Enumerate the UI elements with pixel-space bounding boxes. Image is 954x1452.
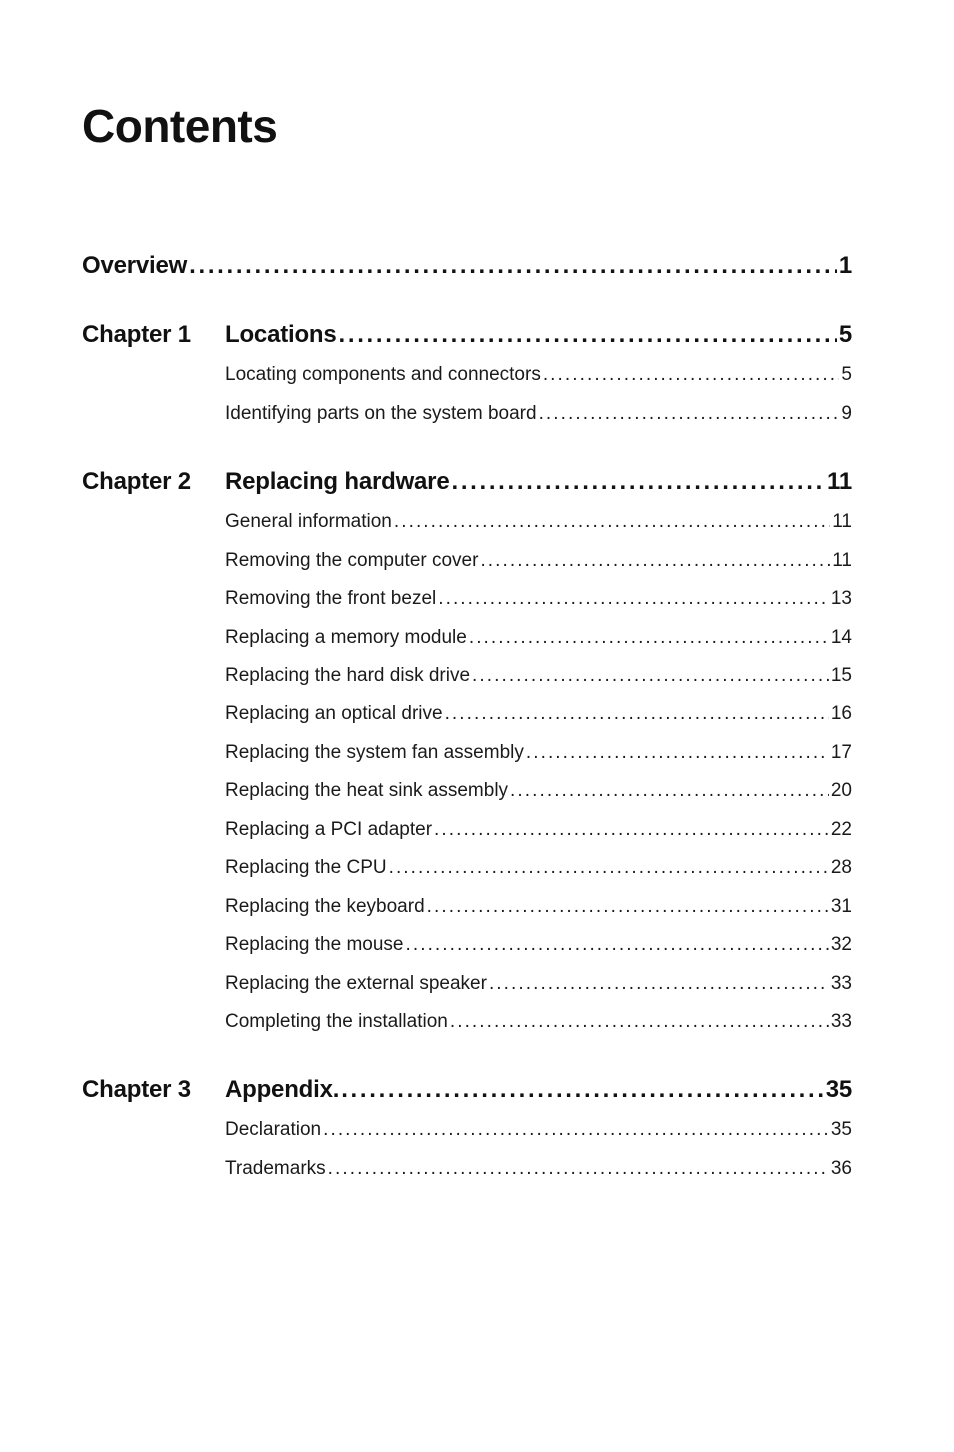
toc-page-number: 35	[830, 1119, 852, 1140]
toc-entry-section[interactable]	[225, 932, 852, 958]
toc-page-number: 11	[832, 550, 852, 571]
toc-page-number: 35	[825, 1076, 852, 1103]
toc-entry-label: Replacing the system fan assembly	[225, 742, 524, 763]
toc-page-number: 22	[830, 819, 852, 840]
toc-entry-label: Replacing the keyboard	[225, 896, 425, 917]
toc-page-number: 13	[830, 588, 852, 609]
dot-leader	[389, 855, 829, 881]
toc-page-number: 5	[841, 364, 852, 385]
toc-entry-label: Replacing the CPU	[225, 857, 387, 878]
dot-leader	[469, 625, 829, 651]
toc-entry-label: Trademarks	[225, 1158, 326, 1179]
toc-page-number: 20	[830, 780, 852, 801]
dot-leader	[472, 663, 829, 689]
toc-entry-section[interactable]	[225, 740, 852, 766]
toc-entry-label: Overview	[82, 252, 188, 279]
dot-leader	[323, 1117, 829, 1143]
dot-leader	[189, 249, 837, 283]
dot-leader	[394, 509, 830, 535]
toc-entry-label: Locating components and connectors	[225, 364, 541, 385]
toc-entry-label: Replacing hardware	[225, 468, 450, 495]
toc-entry-label: Replacing the mouse	[225, 934, 404, 955]
toc-entry-label: Locations	[225, 321, 337, 348]
dot-leader	[543, 362, 840, 388]
toc-page-number: 5	[838, 321, 852, 348]
dot-leader	[406, 932, 829, 958]
toc-entry-chapter[interactable]	[225, 465, 852, 499]
toc-page-number: 32	[830, 934, 852, 955]
toc-entry-label: Replacing the hard disk drive	[225, 665, 471, 686]
toc-page-number: 17	[830, 742, 852, 763]
toc-entry-section[interactable]	[225, 586, 852, 612]
page-title: Contents	[82, 100, 278, 152]
dot-leader	[339, 318, 837, 352]
toc-page-number: 36	[830, 1158, 852, 1179]
toc-entry-overview[interactable]	[82, 249, 852, 283]
toc-entry-section[interactable]	[225, 894, 852, 920]
toc-entry-section[interactable]	[225, 1117, 852, 1143]
dot-leader	[438, 586, 829, 612]
toc-entry-label: Declaration	[225, 1119, 322, 1140]
toc-page-number: 11	[832, 511, 852, 532]
toc-entry-section[interactable]	[225, 663, 852, 689]
dot-leader	[539, 401, 840, 427]
dot-leader	[434, 817, 829, 843]
toc-page-number: 33	[830, 973, 852, 994]
toc-entry-section[interactable]	[225, 1009, 852, 1035]
dot-leader	[450, 1009, 829, 1035]
toc-entry-chapter[interactable]	[225, 318, 852, 352]
dot-leader	[510, 778, 829, 804]
toc-page-number: 15	[830, 665, 852, 686]
toc-entry-label: Appendix.	[225, 1076, 340, 1103]
chapter-label: Chapter 2	[82, 468, 191, 495]
toc-entry-label: Completing the installation	[225, 1011, 448, 1032]
chapter-label: Chapter 3	[82, 1076, 191, 1103]
toc-entry-chapter[interactable]	[225, 1073, 852, 1107]
dot-leader	[445, 701, 829, 727]
dot-leader	[489, 971, 829, 997]
toc-entry-section[interactable]	[225, 855, 852, 881]
toc-entry-section[interactable]	[225, 401, 852, 427]
toc-entry-section[interactable]	[225, 971, 852, 997]
toc-entry-section[interactable]	[225, 625, 852, 651]
toc-entry-label: General information	[225, 511, 392, 532]
toc-page-number: 1	[838, 252, 852, 279]
toc-page-number: 31	[830, 896, 852, 917]
toc-entry-label: Replacing a PCI adapter	[225, 819, 433, 840]
toc-entry-label: Removing the computer cover	[225, 550, 479, 571]
toc-page-number: 9	[841, 403, 852, 424]
dot-leader	[526, 740, 829, 766]
toc-entry-label: Replacing a memory module	[225, 627, 467, 648]
toc-entry-section[interactable]	[225, 701, 852, 727]
toc-entry-section[interactable]	[225, 362, 852, 388]
chapter-label: Chapter 1	[82, 321, 191, 348]
toc-entry-section[interactable]	[225, 778, 852, 804]
toc-entry-section[interactable]	[225, 509, 852, 535]
dot-leader	[341, 1073, 823, 1107]
toc-page-number: 33	[830, 1011, 852, 1032]
toc-entry-section[interactable]	[225, 817, 852, 843]
toc-entry-label: Removing the front bezel	[225, 588, 437, 609]
toc-page-number: 14	[830, 627, 852, 648]
toc-entry-label: Replacing an optical drive	[225, 703, 443, 724]
dot-leader	[328, 1156, 829, 1182]
toc-entry-label: Replacing the external speaker	[225, 973, 487, 994]
toc-entry-section[interactable]	[225, 548, 852, 574]
toc-entry-label: Identifying parts on the system board	[225, 403, 537, 424]
toc-entry-label: Replacing the heat sink assembly	[225, 780, 509, 801]
toc-page-number: 28	[830, 857, 852, 878]
toc-page-number: 11	[827, 468, 852, 495]
dot-leader	[427, 894, 829, 920]
dot-leader	[480, 548, 830, 574]
toc-entry-section[interactable]	[225, 1156, 852, 1182]
dot-leader	[451, 465, 825, 499]
toc-page-number: 16	[830, 703, 852, 724]
